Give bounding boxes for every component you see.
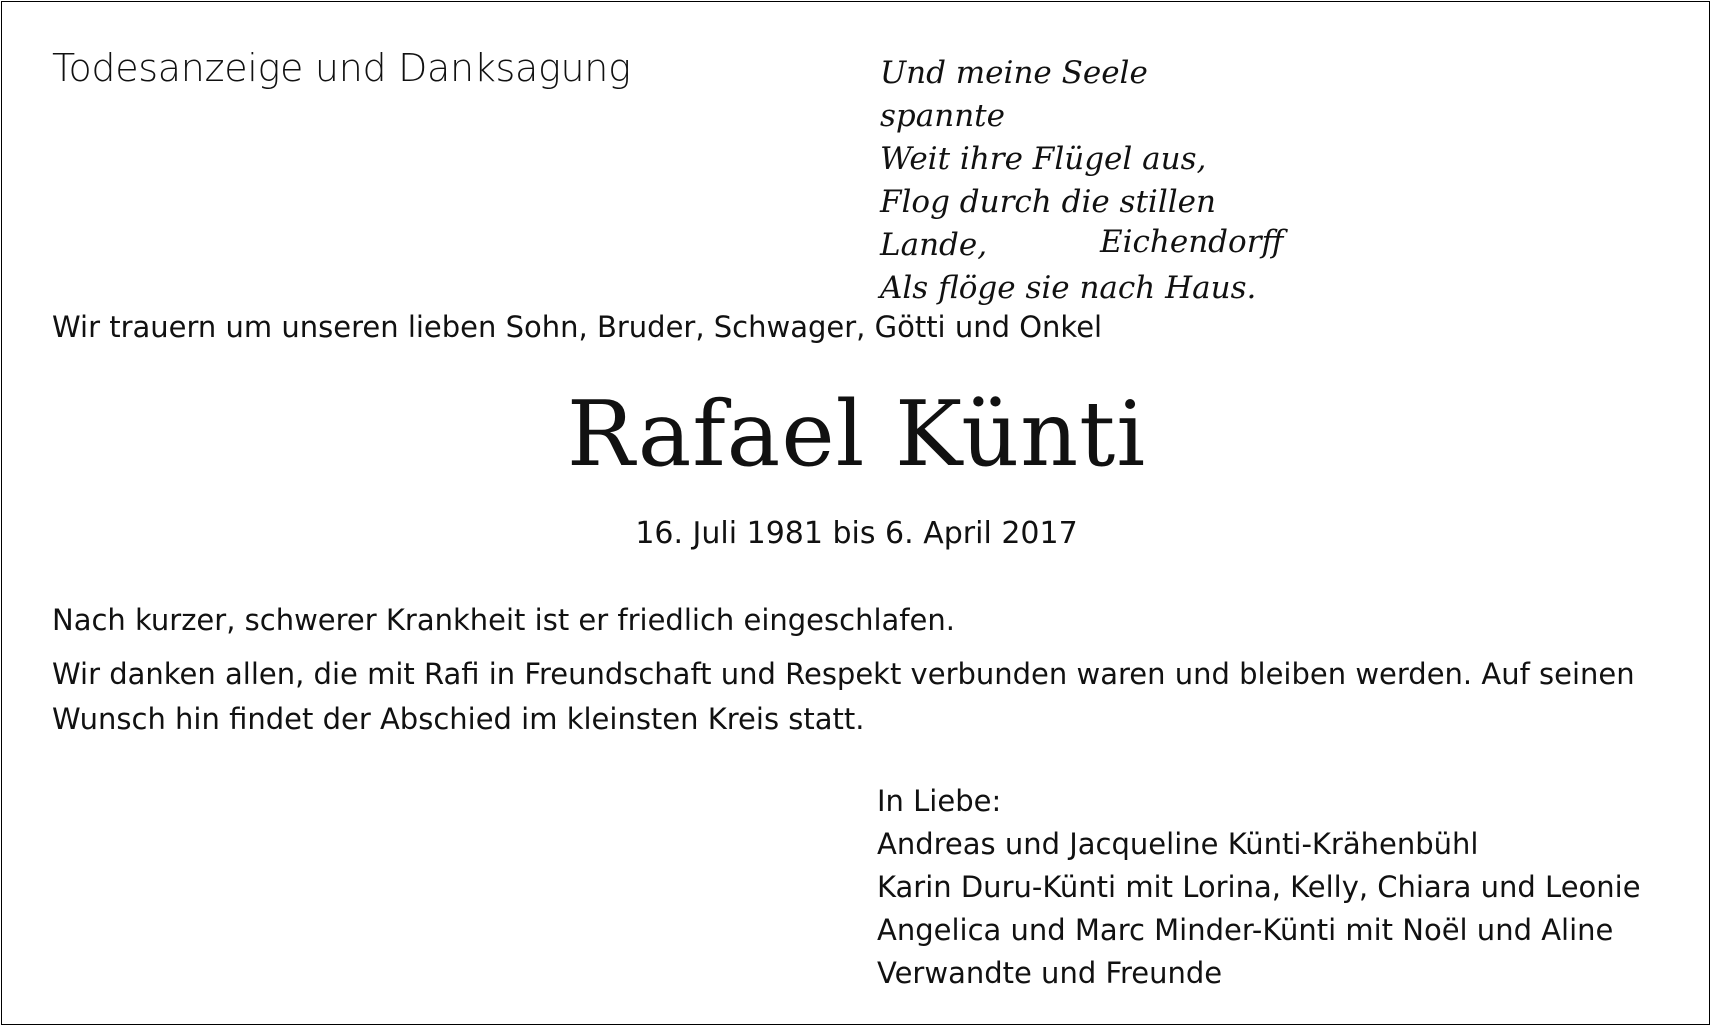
poem-line: Als flöge sie nach Haus. [880, 270, 1257, 306]
deceased-name: Rafael Künti [566, 382, 1147, 487]
body-paragraph-1: Nach kurzer, schwerer Krankheit ist er friedlich eingeschlafen. [52, 603, 955, 637]
poem-line: Und meine Seele spannte [880, 55, 1148, 134]
poem-block [880, 52, 1280, 310]
signature-line: In Liebe: [877, 784, 1002, 818]
signature-line: Angelica und Marc Minder-Künti mit Noël und Aline [877, 913, 1614, 947]
poem-line: Weit ihre Flügel aus, [880, 141, 1207, 177]
poem-author: Eichendorff [1100, 224, 1284, 260]
notice-heading: Todesanzeige und Danksagung [52, 46, 631, 90]
signature-line: Andreas und Jacqueline Künti-Krähenbühl [877, 827, 1479, 861]
life-dates: 16. Juli 1981 bis 6. April 2017 [635, 516, 1078, 551]
signature-block [877, 780, 1641, 995]
notice-frame [1, 1, 1710, 1025]
mourning-intro: Wir trauern um unseren lieben Sohn, Bruder, Schwager, Götti und Onkel [52, 310, 1103, 344]
poem-line: Flog durch die stillen Lande, [880, 184, 1216, 263]
body-paragraph-2: Wir danken allen, die mit Rafi in Freundschaft und Respekt verbunden waren und bleiben werden. Auf seinen Wunsch hin findet der Abschied im kleinsten Kreis statt. [52, 657, 1635, 736]
signature-line: Verwandte und Freunde [877, 956, 1223, 990]
signature-line: Karin Duru-Künti mit Lorina, Kelly, Chiara und Leonie [877, 870, 1641, 904]
